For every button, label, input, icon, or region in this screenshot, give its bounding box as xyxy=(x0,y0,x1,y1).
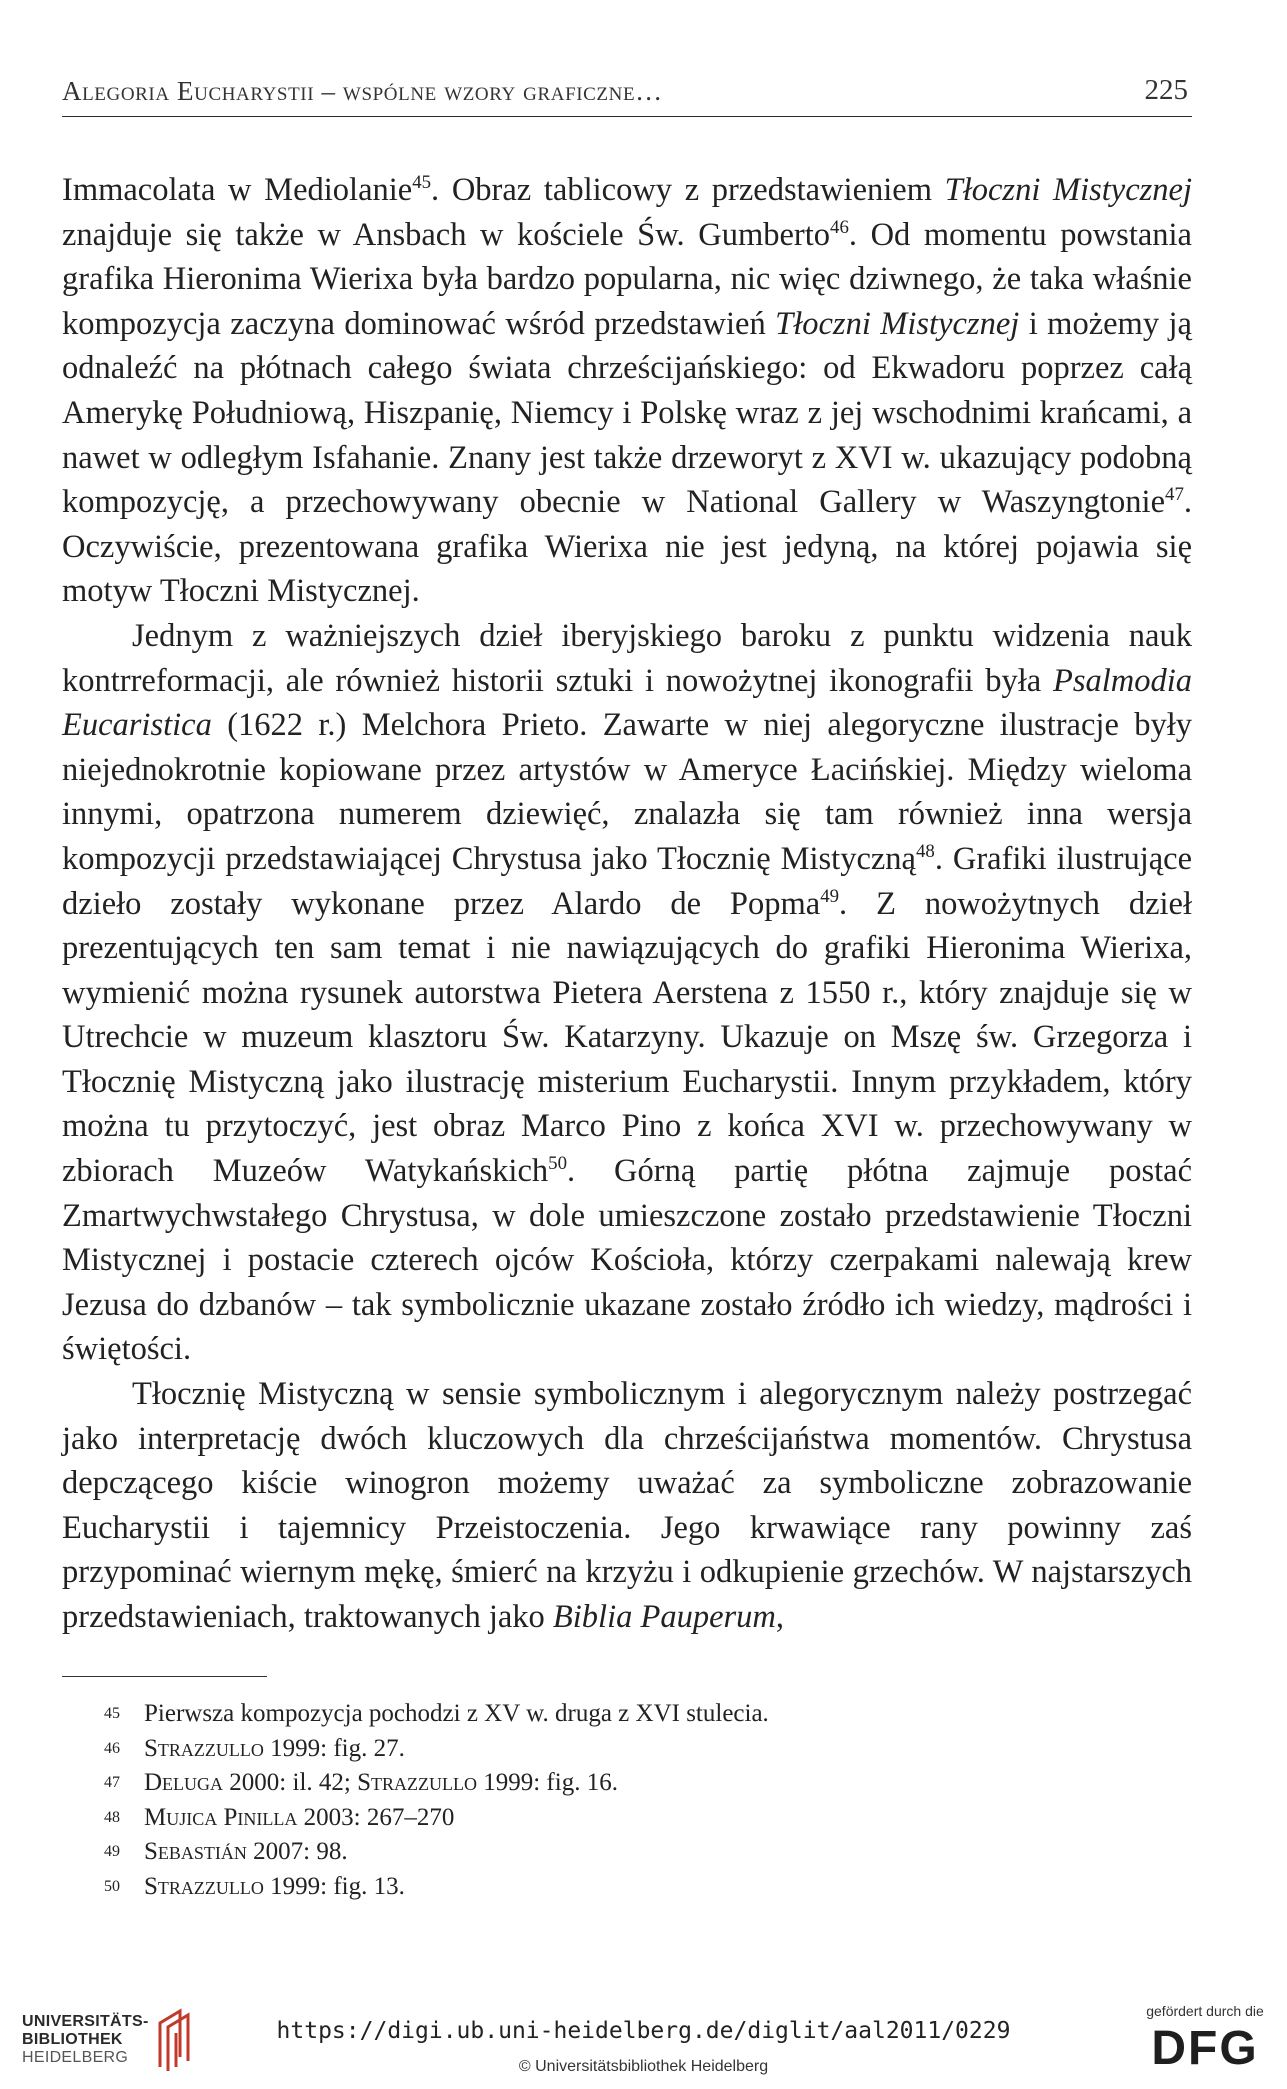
footnote-number: 45 xyxy=(104,1705,120,1722)
paragraph-3 xyxy=(62,1372,1192,1640)
footnote-author: Deluga xyxy=(144,1769,224,1797)
footnote-number: 49 xyxy=(104,1843,120,1861)
paragraph-1 xyxy=(62,168,1192,614)
source-url[interactable]: https://digi.ub.uni-heidelberg.de/diglit/aal2011/0229 xyxy=(276,2018,1011,2044)
text-run: . Górną partię płótna zajmuje postać Zmartwychwstałego Chrystusa, w dole umieszczone zostało przedstawienie Tłoczni Mistycznej i postacie czterech ojców Kościoła, którzy czerpakami nalewają krew Jezusa do dzbanów – tak symbolicznie ukazane zostało źródło ich wiedzy, mądrości i świętości. xyxy=(62,1153,1192,1368)
footnote-48 xyxy=(62,1801,1192,1836)
footnote-number: 48 xyxy=(104,1808,120,1826)
footnote-divider xyxy=(62,1676,267,1677)
footnote-ref-45[interactable]: 45 xyxy=(412,172,432,194)
text-run: (1622 r.) Melchora Prieto. Zawarte w niej alegoryczne ilustracje były niejednokrotnie kopiowane przez artystów w Ameryce Łacińskiej. Między wieloma innymi, opatrzona numerem dziewięć, znalazła się tam również inna wersja kompozycji przedstawiającej Chrystusa jako Tłocznię Mistyczną xyxy=(62,707,1192,877)
footnote-ref-50[interactable]: 50 xyxy=(548,1153,567,1175)
footnote-text: 1999: fig. 27. xyxy=(263,1734,405,1762)
library-line-3: HEIDELBERG xyxy=(22,2049,129,2066)
footnotes xyxy=(62,1697,1192,1905)
footnote-49 xyxy=(62,1835,1192,1870)
text-run: i możemy ją odnaleźć na płótnach całego świata chrześcijańskiego: od Ekwadoru poprzez całą Amerykę Południową, Hiszpanię, Niemcy i Polskę wraz z jej wschodnimi krańcami, a nawet w odległym Isfahanie. Znany jest także drzeworyt z XVI w. ukazujący podobną kompozycję, a przechowywany obecnie w National Gallery w Waszyngtonie xyxy=(62,305,1192,521)
library-line-2: BIBLIOTHEK xyxy=(22,2031,123,2048)
page-number: 225 xyxy=(1144,74,1188,106)
footnote-ref-46[interactable]: 46 xyxy=(830,216,849,238)
footnote-text: Pierwsza kompozycja pochodzi z XV w. druga z XVI stulecia. xyxy=(144,1700,769,1727)
footnote-number: 50 xyxy=(104,1877,120,1895)
text-run: . Od momentu powstania grafika Hieronima Wierixa była bardzo popularna, nic więc dziwnego, że taka właśnie kompozycja zaczyna dominować wśród przedstawień xyxy=(62,216,1192,342)
footnote-author: Sebastián xyxy=(144,1838,247,1866)
footnote-45 xyxy=(62,1697,1192,1732)
running-title: Alegoria Eucharystii – wspólne wzory graficzne… xyxy=(62,76,663,106)
footnote-number: 47 xyxy=(104,1774,120,1792)
footnote-47 xyxy=(62,1766,1192,1801)
footnote-author: Strazzullo xyxy=(357,1769,477,1797)
text-run: . Obraz tablicowy z przedstawieniem xyxy=(431,172,945,208)
footnote-ref-48[interactable]: 48 xyxy=(915,841,935,863)
library-line-1: UNIVERSITÄTS- xyxy=(22,2013,149,2030)
text-run: . Oczywiście, prezentowana grafika Wierixa nie jest jedyną, na której pojawia się motyw Tłoczni Mistycznej. xyxy=(62,484,1192,610)
running-header xyxy=(62,72,1192,117)
text-run: Immacolata w Mediolanie xyxy=(62,172,413,208)
dfg-wordmark: DFG xyxy=(1151,2022,1259,2075)
italic-title: Tłoczni Mistycznej xyxy=(775,305,1020,342)
text-run: . Z nowożytnych dzieł prezentujących ten sam temat i nie nawiązujących do grafiki Hieronima Wierixa, wymienić można rysunek autorstwa Pietera Aerstena z 1550 r., który znajduje się w Utrechcie w muzeum klasztoru Św. Katarzyny. Ukazuje on Mszę św. Grzegorza i Tłocznię Mistyczną jako ilustrację misterium Eucharystii. Innym przykładem, który można tu przytoczyć, jest obraz Marco Pino z końca XVI w. przechowywany w zbiorach Muzeów Watykańskich xyxy=(62,885,1192,1190)
main-text xyxy=(62,168,1192,1640)
footnote-author: Mujica Pinilla xyxy=(144,1803,298,1831)
footnote-number: 46 xyxy=(104,1739,120,1757)
dfg-logo[interactable] xyxy=(1140,2003,1270,2079)
text-run: znajduje się także w Ansbach w kościele Św. Gumberto xyxy=(62,216,831,253)
italic-title: Biblia Pauperum xyxy=(552,1599,776,1635)
italic-title: Psalmodia Eucaristica xyxy=(62,662,1192,744)
footnote-46 xyxy=(62,1732,1192,1767)
footnote-author: Strazzullo xyxy=(144,1872,264,1900)
footnote-text: 1999: fig. 13. xyxy=(263,1872,405,1900)
text-run: Tłocznię Mistyczną w sensie symbolicznym i alegorycznym należy postrzegać jako interpretację dwóch kluczowych dla chrześcijaństwa momentów. Chrystusa depczącego kiście winogron możemy uważać za symboliczne zobrazowanie Eucharystii i tajemnicy Przeistoczenia. Jego krwawiące rany powinny zaś przypominać wiernym mękę, śmierć na krzyżu i odkupienie grzechów. W najstarszych przedstawieniach, traktowanych jako xyxy=(62,1376,1192,1635)
footnote-text: 2007: 98. xyxy=(246,1838,348,1866)
text-run: , xyxy=(775,1599,785,1635)
footnote-ref-47[interactable]: 47 xyxy=(1165,484,1184,506)
dfg-caption: gefördert durch die xyxy=(1146,2003,1264,2019)
footnote-text: 1999: fig. 16. xyxy=(476,1769,618,1797)
footnote-ref-49[interactable]: 49 xyxy=(820,885,840,907)
copyright-notice: © Universitätsbibliothek Heidelberg xyxy=(518,2058,769,2075)
footnote-text: 2000: il. 42; xyxy=(223,1769,358,1797)
paragraph-2 xyxy=(62,614,1192,1372)
footnote-text: 2003: 267–270 xyxy=(297,1803,455,1831)
text-run: Jednym z ważniejszych dzieł iberyjskiego baroku z punktu widzenia nauk kontrreformacji, ale również historii sztuki i nowożytnej ikonografii była xyxy=(62,617,1192,699)
italic-title: Tłoczni Mistycznej xyxy=(944,172,1192,208)
text-run: . Grafiki ilustrujące dzieło zostały wykonane przez Alardo de Popma xyxy=(62,840,1192,922)
footnote-50 xyxy=(62,1870,1192,1905)
footnote-author: Strazzullo xyxy=(144,1734,264,1762)
